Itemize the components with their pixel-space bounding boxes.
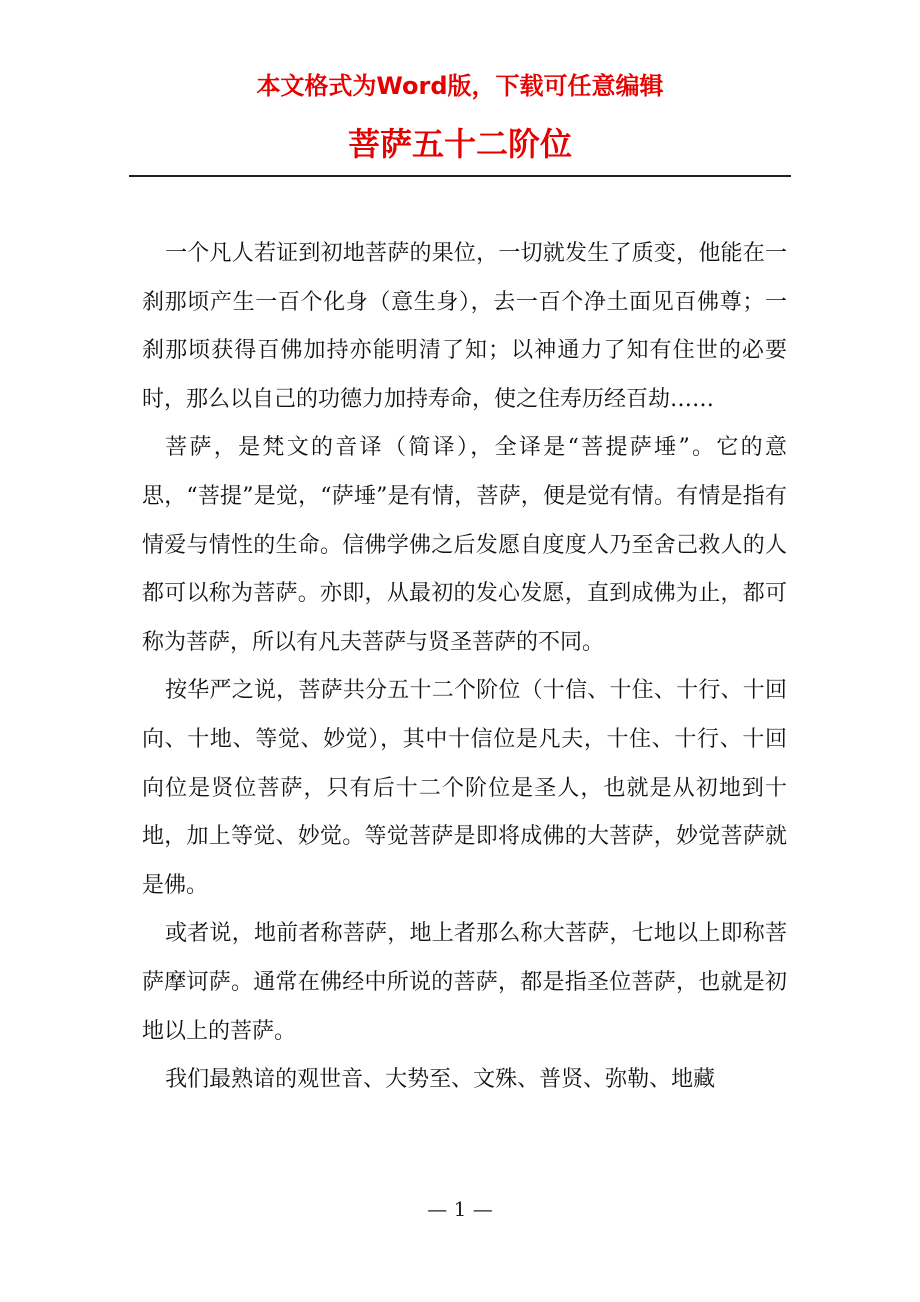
- page-title: 菩萨五十二阶位: [347, 125, 572, 163]
- page-number: — 1 —: [427, 1197, 493, 1221]
- paragraph: 我们最熟谙的观世音、大势至、文殊、普贤、弥勒、地藏: [165, 1067, 716, 1093]
- paragraph: 或者说，地前者称菩萨，地上者那么称大菩萨，七地以上即称菩萨摩诃萨。通常在佛经中所说的菩萨，都是指圣位菩萨，也就是初地以上的菩萨。: [142, 921, 787, 1044]
- title-divider: [129, 175, 791, 177]
- document-body: [142, 230, 787, 1105]
- paragraph: 按华严之说，菩萨共分五十二个阶位（十信、十住、十行、十回向、十地、等觉、妙觉），其中十信位是凡夫，十住、十行、十回向位是贤位菩萨，只有后十二个阶位是圣人，也就是从初地到十地，加上等觉、妙觉。等觉菩萨是即将成佛的大菩萨，妙觉菩萨就是佛。: [142, 678, 787, 898]
- format-notice: 本文格式为Word版，下载可任意编辑: [256, 72, 664, 100]
- paragraph: 菩萨，是梵文的音译（简译），全译是“菩提萨埵”。它的意思，“菩提”是觉，“萨埵”是有情，菩萨，便是觉有情。有情是指有情爱与情性的生命。信佛学佛之后发愿自度度人乃至舍己救人的人都可以称为菩萨。亦即，从最初的发心发愿，直到成佛为止，都可称为菩萨，所以有凡夫菩萨与贤圣菩萨的不同。: [142, 435, 787, 655]
- paragraph: 一个凡人若证到初地菩萨的果位，一切就发生了质变，他能在一刹那顷产生一百个化身（意生身），去一百个净土面见百佛尊；一刹那顷获得百佛加持亦能明清了知；以神通力了知有住世的必要时，那么以自己的功德力加持寿命，使之住寿历经百劫……: [142, 241, 787, 412]
